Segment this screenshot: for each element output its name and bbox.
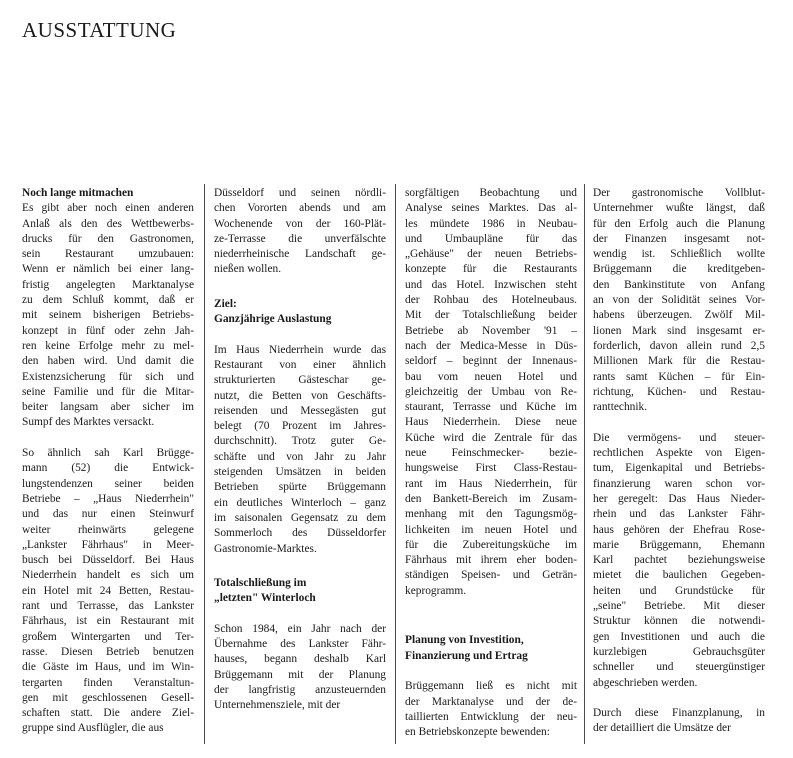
text-line: lichkeiten im neuen Hotel und <box>405 523 577 536</box>
text-line: mann (52) die Entwick- <box>22 462 194 475</box>
text-line: chen Vororten abends und am <box>214 202 386 215</box>
text-line: Im Haus Niederrhein wurde das <box>214 343 386 356</box>
text-line: Brüggemann mit der Planung <box>214 668 386 681</box>
text-line: richtung, Küchen- und Restau- <box>593 385 765 398</box>
text-line: Durch diese Finanzplanung, in <box>593 707 765 720</box>
text-line: „Lankster Fährhaus" in Meer- <box>22 538 194 551</box>
text-line: abgeschrieben werden. <box>593 676 698 689</box>
text-line: keprogramm. <box>405 584 467 597</box>
text-line: steigenden Umsätzen in beiden <box>214 466 386 479</box>
text-line: und Umbaupläne für das <box>405 232 577 245</box>
text-line: menhang mit den Tagungsmög- <box>405 508 577 521</box>
section-heading <box>22 186 194 201</box>
paragraph <box>214 622 386 714</box>
text-line: taillierten Entwicklung der neu- <box>405 710 577 723</box>
text-line: lungstendenzen seiner beiden <box>22 477 194 490</box>
text-line: für den Erfolg auch die Planung <box>593 217 765 230</box>
text-line: ze-Terrasse die unverfälschte <box>214 232 386 245</box>
paragraph <box>405 186 577 599</box>
text-line: So ähnlich sah Karl Brügge- <box>22 447 194 460</box>
text-line: her geregelt: Das Haus Nieder- <box>593 492 765 505</box>
text-line: ren keine Erfolge mehr zu mel- <box>22 339 194 352</box>
text-line: Betriebe – „Haus Niederrhein" <box>22 492 194 505</box>
text-line: rants samt Küchen – für Ein- <box>593 370 765 383</box>
text-line: rechtlichen Aspekte von Eigen- <box>593 447 765 460</box>
text-line: ein Hotel mit 24 Betten, Restau- <box>22 584 194 597</box>
text-line: bau vom neuen Hotel und <box>405 370 577 383</box>
paragraph-spacer <box>214 327 386 342</box>
text-line: der Marktanalyse und der de- <box>405 695 577 708</box>
text-line: tum, Eigenkapital und Betriebs- <box>593 462 765 475</box>
paragraph-spacer <box>22 431 194 446</box>
heading-line: Planung von Investition, <box>405 634 524 647</box>
text-line: nach der Medica-Messe in Düs- <box>405 339 577 352</box>
text-line: konzept in fünf oder zehn Jah- <box>22 324 194 337</box>
text-line: ständigen Speisen- und Geträn- <box>405 569 577 582</box>
text-line: Mit der Totalschließung beider <box>405 309 577 322</box>
heading-line: Totalschließung im <box>214 576 307 589</box>
text-line: lionen Mark sind insgesamt er- <box>593 324 765 337</box>
text-line: den Bankett-Bereich im Zusam- <box>405 492 577 505</box>
paragraph-spacer <box>214 606 386 621</box>
paragraph-spacer <box>405 599 577 618</box>
paragraph <box>593 431 765 691</box>
text-line: Struktur können die notwendi- <box>593 615 765 628</box>
text-line: den Bankinstitute von Anfang <box>593 278 765 291</box>
text-line: zu dem Schluß kommt, daß er <box>22 294 194 307</box>
text-line: der langfristig anzusteuernden <box>214 683 386 696</box>
article-column-2 <box>214 186 386 714</box>
text-line: und das nur einen Steinwurf <box>22 508 194 521</box>
text-line: den haben wird. Und damit die <box>22 355 194 368</box>
text-line: Restaurant von einer ähnlich <box>214 358 386 371</box>
text-line: strukturierten Gästeschar ge- <box>214 374 386 387</box>
paragraph <box>593 186 765 415</box>
text-line: heiten und Grundstücke für <box>593 584 765 597</box>
text-line: beiter langsam aber sicher im <box>22 401 194 414</box>
heading-line: Finanzierung und Ertrag <box>405 649 528 662</box>
text-line: im saisonalen Gegensatz zu dem <box>214 511 386 524</box>
text-line: der Finanzen insgesamt not- <box>593 232 765 245</box>
text-line: „Gehäuse" der neuen Betriebs- <box>405 248 577 261</box>
text-line: Sumpf des Marktes versackt. <box>22 416 155 429</box>
text-line: Analyse seines Marktes. Das al- <box>405 202 577 215</box>
paragraph-spacer <box>405 618 577 633</box>
text-line: wendig ist. Schließlich wollte <box>593 248 765 261</box>
text-line: Der gastronomische Vollblut- <box>593 187 765 199</box>
text-line: Wochenende von der 160-Plät- <box>214 217 386 230</box>
text-line: großem Wintergarten und Ter- <box>22 630 194 643</box>
text-line: gleichzeitig der Umbau von Re- <box>405 385 577 398</box>
text-line: en Betriebskonzepte bewenden: <box>405 726 550 739</box>
article-column-4 <box>593 186 765 737</box>
text-line: an von der Solidität seines Vor- <box>593 294 765 307</box>
paragraph-spacer <box>214 278 386 297</box>
paragraph <box>214 343 386 557</box>
paragraph-spacer <box>405 664 577 679</box>
heading-line: Ganzjährige Auslastung <box>214 313 332 326</box>
text-line: staurant, Terrasse und Küche im <box>405 401 577 414</box>
column-divider <box>395 184 396 744</box>
text-line: forderlich, davon allein rund 2,5 <box>593 339 765 352</box>
section-heading <box>214 297 386 328</box>
text-line: Karl pachtet beziehungsweise <box>593 554 765 567</box>
paragraph <box>22 446 194 737</box>
text-line: seldorf – beginnt der Innenaus- <box>405 355 577 368</box>
text-line: schaften statt. Die andere Ziel- <box>22 707 194 720</box>
paragraph-spacer <box>214 557 386 576</box>
text-line: gen Investitionen und auch die <box>593 630 765 643</box>
text-line: belegt (70 Prozent im Jahres- <box>214 420 386 433</box>
text-line: busch bei Düsseldorf. Bei Haus <box>22 554 194 567</box>
paragraph <box>22 201 194 430</box>
text-line: habens überzeugen. Zwölf Mil- <box>593 309 765 322</box>
text-line: Gastronomie-Marktes. <box>214 542 317 555</box>
text-line: Millionen Mark für die Restau- <box>593 355 765 368</box>
section-heading <box>405 633 577 664</box>
text-line: Anlaß als den des Wettbewerbs- <box>22 217 194 230</box>
text-line: Die vermögens- und steuer- <box>593 431 765 444</box>
text-line: „seine" Betriebe. Mit dieser <box>593 600 765 613</box>
text-line: durchschnitt). Trotz guter Ge- <box>214 435 386 448</box>
text-line: Schon 1984, ein Jahr nach der <box>214 622 386 635</box>
text-line: gruppe sind Ausflügler, die aus <box>22 722 164 735</box>
text-line: rhein und das Lankster Fähr- <box>593 508 765 521</box>
text-line: Niederrhein handelt es sich um <box>22 569 194 582</box>
text-line: Küche wird die Zentrale für das <box>405 431 577 444</box>
text-line: niederrheinische Landschaft ge- <box>214 248 386 261</box>
text-line: mietet die baulichen Gegeben- <box>593 569 765 582</box>
text-line: der Rohbau des Hotelneubaus. <box>405 294 577 307</box>
text-line: tergarten finden Veranstaltun- <box>22 676 194 689</box>
text-line: Unternehmer wußte längst, daß <box>593 202 765 215</box>
text-line: kurzlebigen Gebrauchsgüter <box>593 645 765 658</box>
page-title: AUSSTATTUNG <box>22 18 177 42</box>
text-line: Betrieben spürte Brüggemann <box>214 481 386 494</box>
text-line: Sommerloch des Düsseldorfer <box>214 527 386 540</box>
paragraph <box>593 706 765 737</box>
heading-line: „letzten" Winterloch <box>214 592 316 605</box>
text-line: weiter rheinwärts gelegene <box>22 523 194 536</box>
text-line: mit seinem bisherigen Betriebs- <box>22 309 194 322</box>
paragraph-spacer <box>593 415 765 430</box>
text-line: und das Hotel. Inzwischen steht <box>405 278 577 291</box>
text-line: hauses, begann deshalb Karl <box>214 653 386 666</box>
text-line: Brüggemann die kreditgeben- <box>593 263 765 276</box>
text-line: konzepte für die Restaurants <box>405 263 577 276</box>
text-line: nießen wollen. <box>214 263 282 276</box>
text-line: rasse. Diesen Betrieb benutzen <box>22 645 194 658</box>
text-line: hungsweise First Class-Restau- <box>405 462 577 475</box>
text-line: für die Zubereitungsküche im <box>405 538 577 551</box>
column-divider <box>204 184 205 744</box>
column-divider <box>584 184 585 744</box>
text-line: ein deutliches Winterloch – ganz <box>214 496 386 509</box>
text-line: Haus Niederrhein. Diese neue <box>405 416 577 429</box>
text-line: Brüggemann ließ es nicht mit <box>405 680 577 693</box>
text-line: marie Brüggemann, Ehemann <box>593 538 765 551</box>
text-line: neue Feinschmecker- bezie- <box>405 447 577 460</box>
text-line: drucks für den Gastronomen, <box>22 232 194 245</box>
heading-line: Noch lange mitmachen <box>22 187 134 199</box>
text-line: die Gäste im Haus, und im Win- <box>22 661 194 674</box>
text-line: rant und Terrasse, das Lankster <box>22 600 194 613</box>
article-column-1 <box>22 186 194 737</box>
paragraph <box>405 679 577 740</box>
text-line: rant im Haus Niederrhein, für <box>405 477 577 490</box>
text-line: ranttechnik. <box>593 401 648 414</box>
text-line: reisenden und Messegästen gut <box>214 404 386 417</box>
text-line: Fährhaus mit ihrem eher boden- <box>405 554 577 567</box>
text-line: schäfte und von Jahr zu Jahr <box>214 450 386 463</box>
section-heading <box>214 576 386 607</box>
text-line: Existenzsicherung für sich und <box>22 370 194 383</box>
text-line: Wenn er nämlich bei einer lang- <box>22 263 194 276</box>
text-line: Übernahme des Lankster Fähr- <box>214 638 386 651</box>
text-line: sorgfältigen Beobachtung und <box>405 187 577 199</box>
paragraph-spacer <box>593 691 765 706</box>
text-line: fristig angelegten Marktanalyse <box>22 278 194 291</box>
text-line: nutzt, die Betten von Geschäfts- <box>214 389 386 402</box>
text-line: les mündete 1986 in Neubau- <box>405 217 577 230</box>
text-line: schneller und steuergünstiger <box>593 661 765 674</box>
text-line: Betriebe ab November '91 – <box>405 324 577 337</box>
text-line: sein Restaurant umzubauen: <box>22 248 194 261</box>
text-line: Düsseldorf und seinen nördli- <box>214 187 386 199</box>
article-column-3 <box>405 186 577 740</box>
text-line: haus gehören der Ehefrau Rose- <box>593 523 765 536</box>
text-line: finanzierung waren schon vor- <box>593 477 765 490</box>
text-line: seine Familie und für die Mitar- <box>22 385 194 398</box>
text-line: der detailliert die Umsätze der <box>593 722 731 735</box>
text-line: gen mit geschlossenen Gesell- <box>22 691 194 704</box>
text-line: Es gibt aber noch einen anderen <box>22 202 194 215</box>
text-line: Unternehmensziele, mit der <box>214 699 341 712</box>
text-line: Fährhaus, ist ein Restaurant mit <box>22 615 194 628</box>
heading-line: Ziel: <box>214 297 237 310</box>
paragraph <box>214 186 386 278</box>
